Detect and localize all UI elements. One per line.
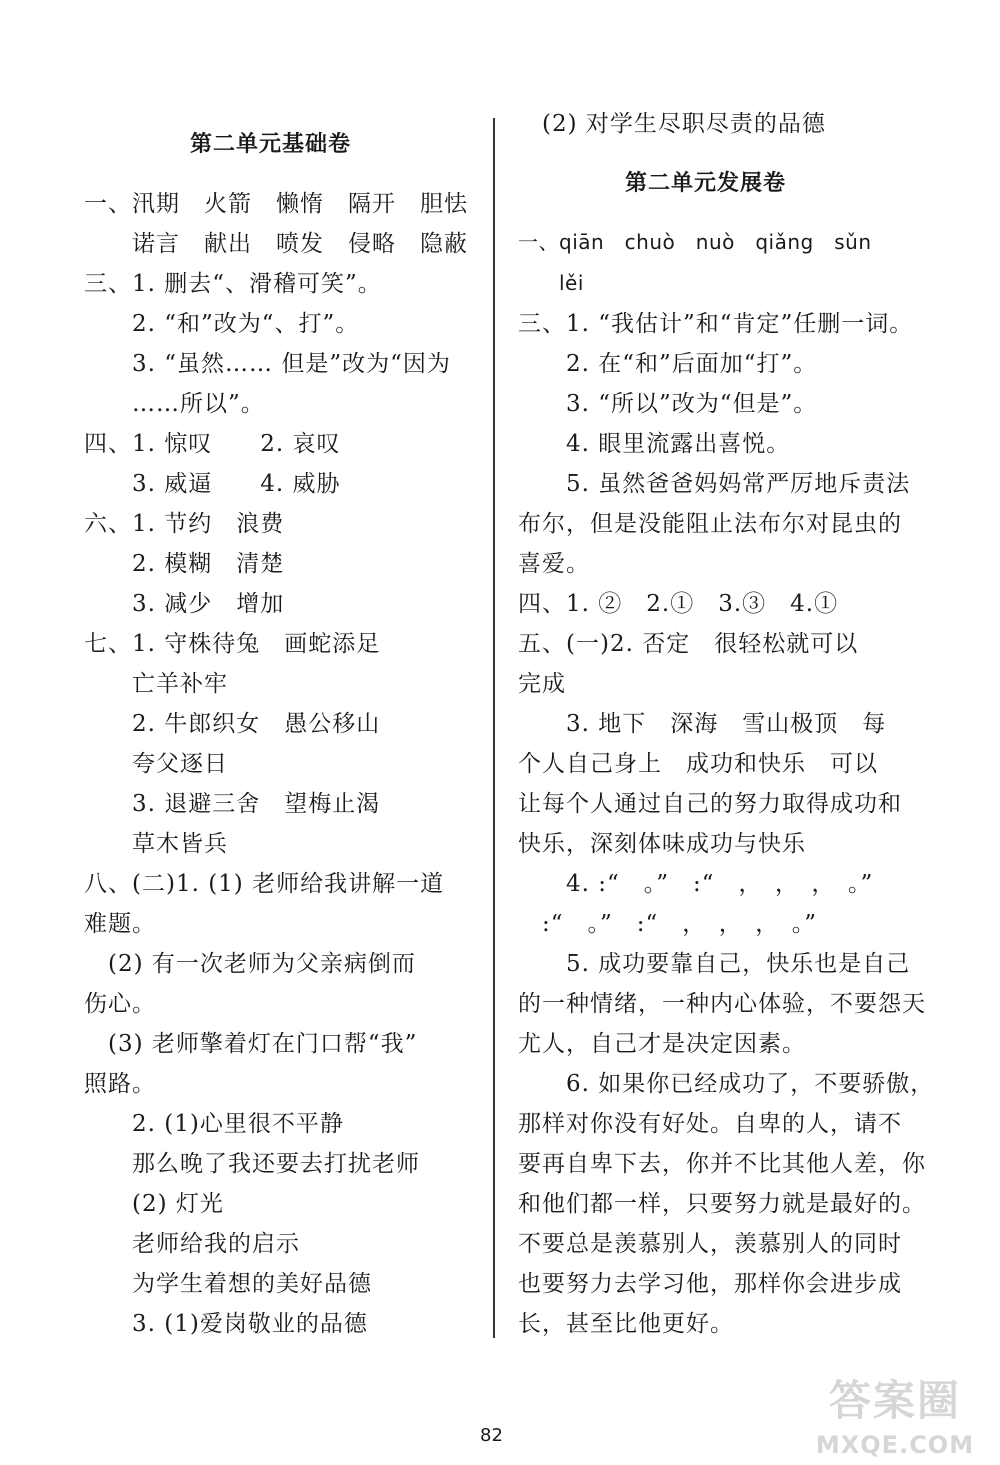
text-line: 伤心。: [84, 991, 156, 1017]
text-line: 四、1. 惊叹 2. 哀叹: [84, 431, 341, 457]
text-line: 一、汛期 火箭 懒惰 隔开 胆怯: [84, 191, 468, 217]
text-line: 照路。: [84, 1071, 156, 1097]
text-line: 诺言 献出 喷发 侵略 隐蔽: [84, 231, 468, 257]
text-line: 快乐，深刻体味成功与快乐: [518, 831, 806, 857]
text-line: 5. 成功要靠自己，快乐也是自己: [518, 951, 911, 977]
pinyin-line: lěi: [518, 271, 584, 295]
text-line: 四、1. ② 2.① 3.③ 4.①: [518, 591, 839, 617]
text-line: 也要努力去学习他，那样你会进步成: [518, 1271, 902, 1297]
text-line: 4. 眼里流露出喜悦。: [518, 431, 791, 457]
text-line: (2) 对学生尽职尽责的品德: [518, 111, 826, 137]
text-line: 三、1. 删去“、滑稽可笑”。: [84, 271, 382, 297]
text-line: 3. (1)爱岗敬业的品德: [84, 1311, 368, 1337]
text-line: 4. :“ 。” :“ ， ， ， 。”: [518, 871, 874, 897]
right-section-title: 第二单元发展卷: [625, 171, 787, 196]
text-line: 喜爱。: [518, 551, 590, 577]
text-line: 3. 地下 深海 雪山极顶 每: [518, 711, 887, 737]
watermark-logo: [795, 1375, 995, 1461]
text-line: 3. “所以”改为“但是”。: [518, 391, 818, 417]
text-line: 2. “和”改为“、打”。: [84, 311, 360, 337]
text-line: 5. 虽然爸爸妈妈常严厉地斥责法: [518, 471, 911, 497]
text-line: (2) 灯光: [84, 1191, 224, 1217]
text-line: 不要总是羡慕别人，羡慕别人的同时: [518, 1231, 902, 1257]
text-line: 让每个人通过自己的努力取得成功和: [518, 791, 902, 817]
watermark-site-text: MXQE.COM: [815, 1431, 975, 1459]
text-line: 和他们都一样，只要努力就是最好的。: [518, 1191, 926, 1217]
text-line: 五、(一)2. 否定 很轻松就可以: [518, 631, 859, 657]
watermark-logo-text: 答案圈: [828, 1376, 961, 1425]
text-line: 七、1. 守株待兔 画蛇添足: [84, 631, 381, 657]
text-line: 三、1. “我估计”和“肯定”任删一词。: [518, 311, 914, 337]
text-line: 尤人，自己才是决定因素。: [518, 1031, 806, 1057]
text-line: 要再自卑下去，你并不比其他人差，你: [518, 1151, 926, 1177]
text-line: 3. 退避三舍 望梅止渴: [84, 791, 381, 817]
text-line: 八、(二)1. (1) 老师给我讲解一道: [84, 871, 445, 897]
text-line: 那么晚了我还要去打扰老师: [84, 1151, 420, 1177]
text-line: 个人自己身上 成功和快乐 可以: [518, 751, 878, 777]
text-line: ……所以”。: [84, 391, 265, 417]
page-number: 82: [480, 1425, 503, 1446]
text-line: 那样对你没有好处。自卑的人，请不: [518, 1111, 902, 1137]
text-line: 3. 减少 增加: [84, 591, 285, 617]
text-line: 为学生着想的美好品德: [84, 1271, 372, 1297]
text-line: 2. 在“和”后面加“打”。: [518, 351, 818, 377]
text-line: (3) 老师擎着灯在门口帮“我”: [84, 1031, 418, 1057]
text-line: :“ 。” :“ ， ， ， 。”: [518, 911, 818, 937]
text-line: 亡羊补牢: [84, 671, 228, 697]
text-line: 3. 威逼 4. 威胁: [84, 471, 341, 497]
text-line: 布尔，但是没能阻止法布尔对昆虫的: [518, 511, 902, 537]
text-line: 老师给我的启示: [84, 1231, 300, 1257]
text-line: 六、1. 节约 浪费: [84, 511, 285, 537]
text-line: 2. 牛郎织女 愚公移山: [84, 711, 381, 737]
text-line: 2. (1)心里很不平静: [84, 1111, 344, 1137]
text-line: 完成: [518, 671, 566, 697]
text-line: (2) 有一次老师为父亲病倒而: [84, 951, 416, 977]
text-line: 长，甚至比他更好。: [518, 1311, 734, 1337]
text-line: 夸父逐日: [84, 751, 228, 777]
left-section-title: 第二单元基础卷: [190, 132, 352, 157]
text-line: 6. 如果你已经成功了，不要骄傲，: [518, 1071, 935, 1097]
pinyin-line: 一、qiān chuò nuò qiǎng sǔn: [518, 230, 872, 254]
text-line: 的一种情绪，一种内心体验，不要怨天: [518, 991, 926, 1017]
text-line: 草木皆兵: [84, 831, 228, 857]
column-divider: [493, 118, 495, 1338]
text-line: 难题。: [84, 911, 156, 937]
text-line: 3. “虽然…… 但是”改为“因为: [84, 351, 451, 377]
text-line: 2. 模糊 清楚: [84, 551, 285, 577]
